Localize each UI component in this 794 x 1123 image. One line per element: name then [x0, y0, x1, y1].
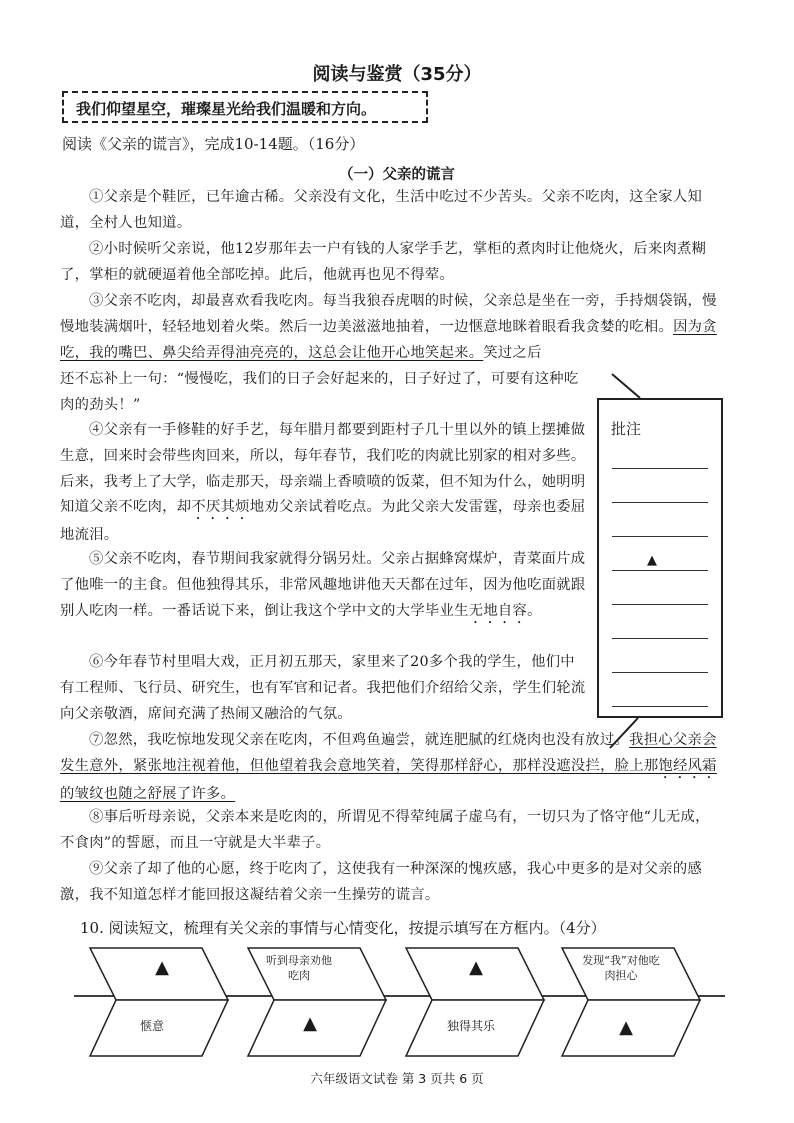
p5-text-b: 。: [527, 602, 542, 619]
paragraph-1: ①父亲是个鞋匠，已年逾古稀。父亲没有文化，生活中吃过不少苦头。父亲不吃肉，这全家人知道，全村人也知道。: [60, 189, 703, 231]
p7-text-a: ⑦忽然，我吃惊地发现父亲在吃肉，不但鸡鱼遍尝，就连肥腻的红烧肉也没有放过。: [89, 732, 630, 748]
annotation-connector-top: [612, 374, 640, 398]
reading-intro: 阅读《父亲的谎言》，完成10-14题。（16分）: [62, 135, 365, 153]
p3-text-a: ③父亲不吃肉，却最喜欢看我吃肉。每当我狼吞虎咽的时候，父亲总是坐在一旁，手持烟袋锅，慢慢地装满烟叶，轻轻地划着火柴。然后一边美滋滋地抽着，一边惬意地眯着眼看我贪婪的吃相。: [60, 293, 717, 335]
question-10-prompt: 10. 阅读短文，梳理有关父亲的事情与心情变化，按提示填写在方框内。（4分）: [80, 919, 606, 937]
paragraph-6: ⑥今年春节村里唱大戏，正月初五那天，家里来了20多个我的学生，他们中有工程师、飞行员、研究生，也有军官和记者。我把他们介绍给父亲，学生们轮流向父亲敬酒，席间充满了热闹又融洽的气氛。: [60, 654, 586, 722]
annotation-label: 批注: [611, 420, 642, 438]
p4-text-a: ④父亲有一手修鞋的好手艺，每年腊月都要到距村子几十里以外的镇上摆摊做生意，回来时会带些肉回来，所以，每年春节，我们吃的肉就比别家的相对多些。后来，我考上了大学，临走那天，母亲端上香喷喷的饭菜，但不知为什么，她明明知道父亲不吃肉，却: [60, 422, 586, 516]
top-box-2-text: 听到母亲劝他吃肉: [266, 954, 332, 982]
annotation-line: [612, 672, 708, 673]
top-box-4-text: 发现“我”对他吃肉担心: [582, 954, 660, 982]
annotation-line: [612, 536, 708, 537]
annotation-line: [612, 502, 708, 503]
annotation-line: [612, 604, 708, 605]
bottom-box-3-text: 独得其乐: [446, 1019, 495, 1033]
annotation-connector-bottom: [610, 718, 638, 748]
motto-box: 我们仰望星空，璀璨星光给我们温暖和方向。: [62, 91, 428, 123]
paragraph-5: [60, 547, 588, 627]
paragraph-3: [60, 289, 720, 366]
annotation-box[interactable]: [597, 398, 723, 718]
top-box-1-text: ▲: [155, 957, 169, 978]
article-subtitle: （一）父亲的谎言: [339, 166, 455, 183]
p3-text-b: 笑过之后: [483, 344, 542, 361]
top-box-3-text: ▲: [469, 957, 483, 978]
p3-underlined-sentence: 因为贪吃，我的嘴巴、鼻尖给弄得油亮亮的，这总会让他开心地笑起来。: [60, 318, 717, 361]
bottom-box-2-text: ▲: [303, 1013, 317, 1034]
bottom-box-4-text: ▲: [619, 1017, 633, 1038]
page-footer: 六年级语文试卷 第 3 页共 6 页: [310, 1071, 484, 1086]
annotation-line: [612, 570, 708, 571]
paragraph-8: ⑧事后听母亲说，父亲本来是吃肉的，所谓见不得荤纯属子虚乌有，一切只为了恪守他“儿无成，不食肉”的誓愿，而且一守就是大半辈子。: [60, 809, 710, 851]
annotation-line: [612, 706, 708, 707]
p5-dotted-word: 无地自容: [468, 602, 528, 619]
p7-dotted-word: 饱经风霜: [658, 757, 717, 774]
annotation-line: [612, 468, 708, 469]
p4-text-b: 地劝父亲试着吃点。为此父亲大发雷霆，母亲也委屈地流泪。: [60, 499, 586, 544]
section-title: 阅读与鉴赏（35分）: [312, 64, 482, 85]
paragraph-9: ⑨父亲了却了他的心愿，终于吃肉了，这使我有一种深深的愧疚感，我心中更多的是对父亲的感激，我不知道怎样才能回报这凝结着父亲一生操劳的谎言。: [60, 861, 703, 903]
paragraph-3-cont: 还不忘补上一句：“慢慢吃，我们的日子会好起来的，日子好过了，可要有这种吃肉的劲头！”: [60, 371, 579, 413]
p7-underlined-a: 我担心父亲会发生意外，紧张地注视着他，但他望着我会意地笑着，笑得那样舒心，那样没遮没拦，脸上那: [60, 732, 717, 774]
p7-underlined-b: 的皱纹也随之舒展了许多。: [60, 785, 236, 802]
bottom-box-1-text: 惬意: [139, 1019, 164, 1033]
paragraph-4: [60, 418, 588, 549]
annotation-blank-marker: ▲: [647, 553, 657, 568]
paragraph-2: ②小时候听父亲说，他12岁那年去一户有钱的人家学手艺，掌柜的煮肉时让他烧火，后来肉煮糊了，掌柜的就硬逼着他全部吃掉。此后，他就再也见不得荤。: [60, 241, 707, 283]
annotation-line: [612, 638, 708, 639]
p5-text-a: ⑤父亲不吃肉，春节期间我家就得分锅另灶。父亲占据蜂窝煤炉，青菜面片成了他唯一的主食。但他独得其乐，非常风趣地讲他天天都在过年，因为他吃面就跟别人吃肉一样。一番话说下来，倒让我这个学中文的大学毕业生: [60, 551, 586, 619]
p4-dotted-word: 不厌其烦: [191, 499, 250, 516]
